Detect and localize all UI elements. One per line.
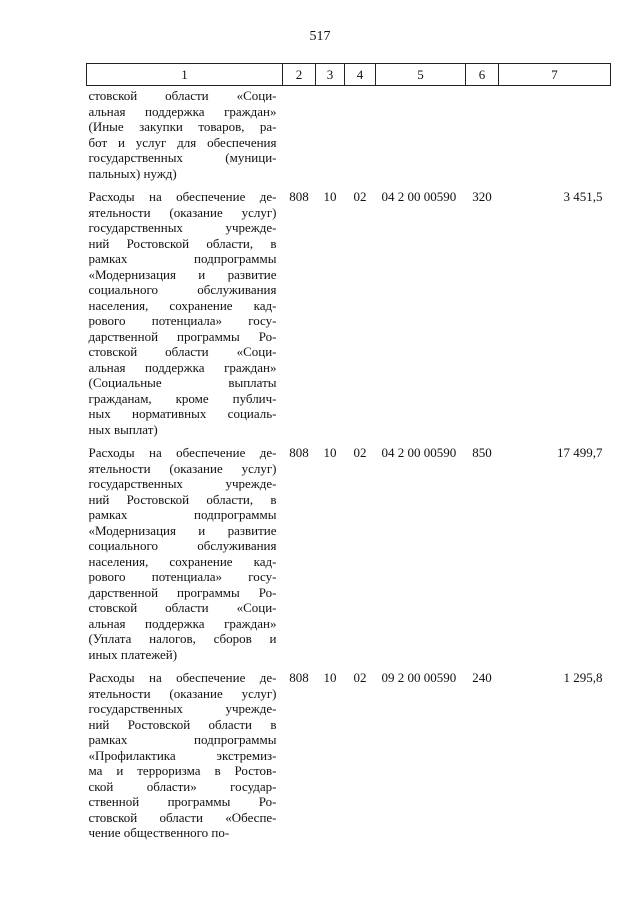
description-line: ственной программы Ро- [88,794,277,809]
cell-ministry [283,86,316,188]
description-line: стовской области «Обеспе- [88,809,277,825]
description-line: «Профилактика экстремиз- [88,747,277,763]
cell-subsection: 02 [353,189,367,204]
description-line: государственных учрежде- [88,701,277,716]
table-row [87,443,611,668]
cell-subsection: 02 [353,670,367,685]
header-cell-section: 3 [316,64,345,86]
header-cell-description: 1 [87,64,283,86]
description-line: рового потенциала» госу- [88,313,277,328]
cell-section: 10 [323,670,337,685]
header-cell-target-item: 5 [376,64,466,86]
header-row [87,64,611,86]
cell-expense-type: 320 [472,189,492,204]
description-line: рового потенциала» госу- [88,569,277,584]
description-line: (Иные закупки товаров, ра- [88,119,277,134]
description-line: ятельности (оказание услуг) [88,460,277,476]
budget-table [86,63,611,847]
header-cell-ministry: 2 [283,64,316,86]
description-line: ятельности (оказание услуг) [88,685,277,701]
description-line: гражданам, кроме публич- [88,390,277,406]
description-line: чение общественного по- [88,825,230,840]
cell-amount [499,86,611,188]
page-number: 517 [309,29,331,44]
description-line: стовской области «Соци- [88,88,277,103]
description-line: ных нормативных социаль- [88,406,277,421]
description-line: Расходы на обеспечение де- [88,189,277,204]
description-line: населения, сохранение кад- [88,553,277,569]
description-line: Расходы на обеспечение де- [88,445,277,460]
cell-description [87,443,283,668]
cell-target-item: 04 2 00 00590 [381,189,457,204]
description-line: социального обслуживания [88,538,277,553]
cell-section: 10 [323,189,337,204]
description-line: населения, сохранение кад- [88,297,277,313]
description-line: дарственной программы Ро- [88,584,277,600]
description-line: альная поддержка граждан» [88,103,277,119]
cell-amount: 3 451,5 [563,189,603,204]
description-line: «Модернизация и развитие [88,522,277,538]
description-line: рамках подпрограммы [88,732,277,747]
description-line: (Социальные выплаты [88,375,277,390]
cell-expense-type: 850 [472,445,492,460]
description-line: альная поддержка граждан» [88,359,277,375]
table-row [87,187,611,443]
description-line: стовской области «Соци- [88,600,277,615]
cell-subsection: 02 [353,445,367,460]
cell-section [316,86,345,188]
description-line: ных выплат) [88,421,158,437]
description-line: стовской области «Соци- [88,344,277,359]
description-line: иных платежей) [88,646,178,662]
cell-description [87,86,283,188]
description-line: ний Ростовской области, в [88,491,277,507]
description-line: Расходы на обеспечение де- [88,670,277,685]
description-line: (Уплата налогов, сборов и [88,631,277,646]
cell-ministry: 808 [289,445,309,460]
description-line: социального обслуживания [88,282,277,297]
cell-description [87,187,283,443]
header-cell-subsection: 4 [345,64,376,86]
description-line: ний Ростовской области в [88,716,277,732]
cell-expense-type: 240 [472,670,492,685]
cell-target-item: 04 2 00 00590 [381,445,457,460]
description-line: дарственной программы Ро- [88,328,277,344]
cell-section: 10 [323,445,337,460]
table-header [87,64,611,86]
description-line: ма и терроризма в Ростов- [88,763,277,778]
cell-ministry: 808 [289,189,309,204]
header-cell-amount: 7 [499,64,611,86]
cell-description [87,668,283,847]
description-line: государственных (муници- [88,150,277,165]
description-line: альная поддержка граждан» [88,615,277,631]
cell-ministry: 808 [289,670,309,685]
cell-amount: 1 295,8 [563,670,603,685]
header-cell-expense-type: 6 [466,64,499,86]
description-line: рамках подпрограммы [88,507,277,522]
description-line: бот и услуг для обеспечения [88,134,277,150]
description-line: ской области» государ- [88,778,277,794]
description-line: ний Ростовской области, в [88,235,277,251]
cell-expense-type [466,86,499,188]
cell-subsection [345,86,376,188]
table-body [87,86,611,847]
cell-target-item: 09 2 00 00590 [381,670,457,685]
cell-target-item [376,86,466,188]
table-row [87,86,611,188]
description-line: пальных) нужд) [88,165,177,181]
table-row [87,668,611,847]
description-line: «Модернизация и развитие [88,266,277,282]
description-line: рамках подпрограммы [88,251,277,266]
description-line: государственных учрежде- [88,476,277,491]
description-line: государственных учрежде- [88,220,277,235]
cell-amount: 17 499,7 [557,445,603,460]
description-line: ятельности (оказание услуг) [88,204,277,220]
